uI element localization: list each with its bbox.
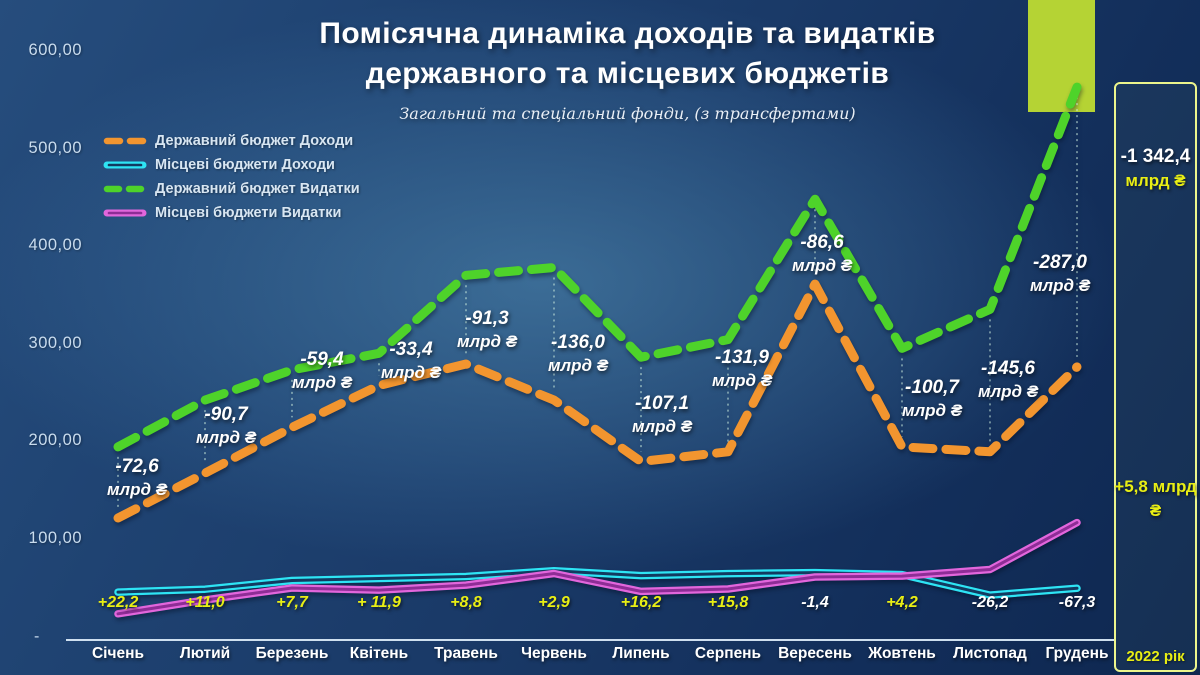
- year-label: 2022 рік: [1126, 648, 1185, 665]
- local-balance-label-Листопад: -26,2: [971, 594, 1009, 611]
- x-axis-label-Вересень: Вересень: [778, 645, 852, 662]
- legend-label: Місцеві бюджети Доходи: [155, 157, 335, 173]
- y-axis-tick-200: 200,00: [28, 431, 82, 449]
- legend-label: Місцеві бюджети Видатки: [155, 205, 342, 221]
- deficit-value: -59,4: [300, 349, 344, 370]
- x-axis-label-Грудень: Грудень: [1045, 645, 1109, 662]
- y-axis-tick-500: 500,00: [28, 138, 82, 157]
- local-annual-balance-line1: +5,8 млрд: [1114, 477, 1197, 496]
- local-balance-label-Липень: +16,2: [620, 594, 662, 611]
- legend-label: Державний бюджет Видатки: [155, 181, 360, 197]
- deficit-unit: млрд ₴: [380, 363, 442, 382]
- deficit-annotation-Липень: [632, 392, 692, 438]
- deficit-unit: млрд ₴: [1029, 276, 1091, 295]
- deficit-unit: млрд ₴: [977, 382, 1039, 401]
- local-income-line-core: [118, 571, 1077, 595]
- y-axis-zero-tick: -: [34, 628, 40, 645]
- legend: [103, 129, 360, 225]
- chart-title-line2: державного та місцевих бюджетів: [365, 57, 890, 90]
- x-axis-label-Жовтень: Жовтень: [868, 645, 936, 662]
- chart-subtitle: Загальний та спеціальний фонди, (з трансфертами): [399, 104, 856, 123]
- deficit-annotation-Червень: [548, 331, 608, 377]
- deficit-value: -107,1: [635, 393, 689, 414]
- deficit-annotation-Січень: [107, 455, 167, 501]
- local-balance-label-Жовтень: +4,2: [886, 594, 918, 611]
- local-balance-label-Травень: +8,8: [450, 594, 482, 611]
- deficit-unit: млрд ₴: [791, 256, 853, 275]
- deficit-annotation-Серпень: [712, 346, 772, 392]
- deficit-unit: млрд ₴: [547, 356, 609, 375]
- deficit-value: -86,6: [800, 232, 844, 253]
- deficit-value: -287,0: [1033, 252, 1087, 273]
- tube-line-icon: [103, 208, 147, 218]
- deficit-unit: млрд ₴: [631, 417, 693, 436]
- deficit-annotation-Грудень: [1030, 251, 1090, 297]
- local-balance-label-Лютий: +11,0: [185, 594, 225, 611]
- y-axis-tick-600: 600,00: [28, 41, 82, 59]
- deficit-value: -33,4: [389, 339, 433, 360]
- dashed-line-icon: [103, 184, 147, 194]
- x-axis-label-Липень: Липень: [612, 645, 670, 662]
- deficit-value: -91,3: [465, 308, 509, 329]
- local-income-line: [118, 571, 1077, 595]
- dashed-line-icon: [103, 136, 147, 146]
- deficit-unit: млрд ₴: [456, 332, 518, 351]
- x-axis-label-Березень: Березень: [255, 645, 329, 662]
- x-axis-label-Лютий: Лютий: [179, 645, 231, 662]
- x-axis-label-Травень: Травень: [434, 645, 498, 662]
- deficit-value: -100,7: [905, 377, 959, 398]
- deficit-annotation-Лютий: [196, 403, 256, 449]
- local-balance-label-Грудень: -67,3: [1058, 594, 1096, 611]
- deficit-value: -131,9: [715, 347, 769, 368]
- x-axis-label-Січень: Січень: [91, 645, 144, 662]
- deficit-annotation-Березень: [292, 348, 352, 394]
- deficit-annotation-Квітень: [381, 338, 441, 384]
- deficit-value: -72,6: [115, 456, 159, 477]
- local-balance-label-Серпень: +15,8: [707, 594, 749, 611]
- local-balance-label-Березень: +7,7: [276, 594, 308, 611]
- local-balance-label-Січень: +22,2: [97, 594, 139, 611]
- y-axis-tick-400: 400,00: [28, 236, 82, 254]
- chart-title-line1: Помісячна динаміка доходів та видатків: [319, 17, 936, 50]
- deficit-annotation-Вересень: [792, 231, 852, 277]
- x-axis-label-Червень: Червень: [521, 645, 587, 662]
- tube-line-icon: [103, 160, 147, 170]
- local-balance-label-Вересень: -1,4: [801, 594, 829, 611]
- local-annual-balance: [1112, 475, 1199, 523]
- legend-item-state-expenditure: [103, 177, 360, 201]
- deficit-annotation-Листопад: [978, 357, 1038, 403]
- y-axis-tick-300: 300,00: [28, 333, 82, 352]
- x-axis-label-Листопад: Листопад: [953, 645, 1027, 662]
- deficit-value: -136,0: [551, 332, 605, 353]
- local-annual-balance-line2: ₴: [1149, 501, 1162, 520]
- local-balance-label-Квітень: + 11,9: [357, 594, 401, 611]
- x-axis-label-Серпень: Серпень: [694, 645, 762, 662]
- local-balance-label-Червень: +2,9: [538, 594, 570, 611]
- state-annual-balance: [1114, 146, 1197, 191]
- y-axis-tick-100: 100,00: [28, 528, 82, 547]
- legend-item-state-income: [103, 129, 360, 153]
- deficit-unit: млрд ₴: [106, 480, 168, 499]
- deficit-unit: млрд ₴: [195, 428, 257, 447]
- deficit-value: -90,7: [204, 404, 248, 425]
- chart-title: [55, 14, 1200, 94]
- deficit-annotation-Травень: [457, 307, 517, 353]
- deficit-unit: млрд ₴: [291, 373, 353, 392]
- legend-item-local-income: [103, 153, 360, 177]
- state-annual-balance-value: -1 342,4: [1120, 146, 1191, 167]
- deficit-unit: млрд ₴: [901, 401, 963, 420]
- legend-item-local-expenditure: [103, 201, 360, 225]
- state-annual-balance-unit: млрд ₴: [1125, 171, 1186, 190]
- deficit-annotation-Жовтень: [902, 376, 962, 422]
- deficit-value: -145,6: [981, 358, 1035, 379]
- x-axis-line: [66, 639, 1114, 641]
- legend-label: Державний бюджет Доходи: [155, 133, 354, 149]
- deficit-unit: млрд ₴: [711, 371, 773, 390]
- x-axis-label-Квітень: Квітень: [349, 645, 409, 662]
